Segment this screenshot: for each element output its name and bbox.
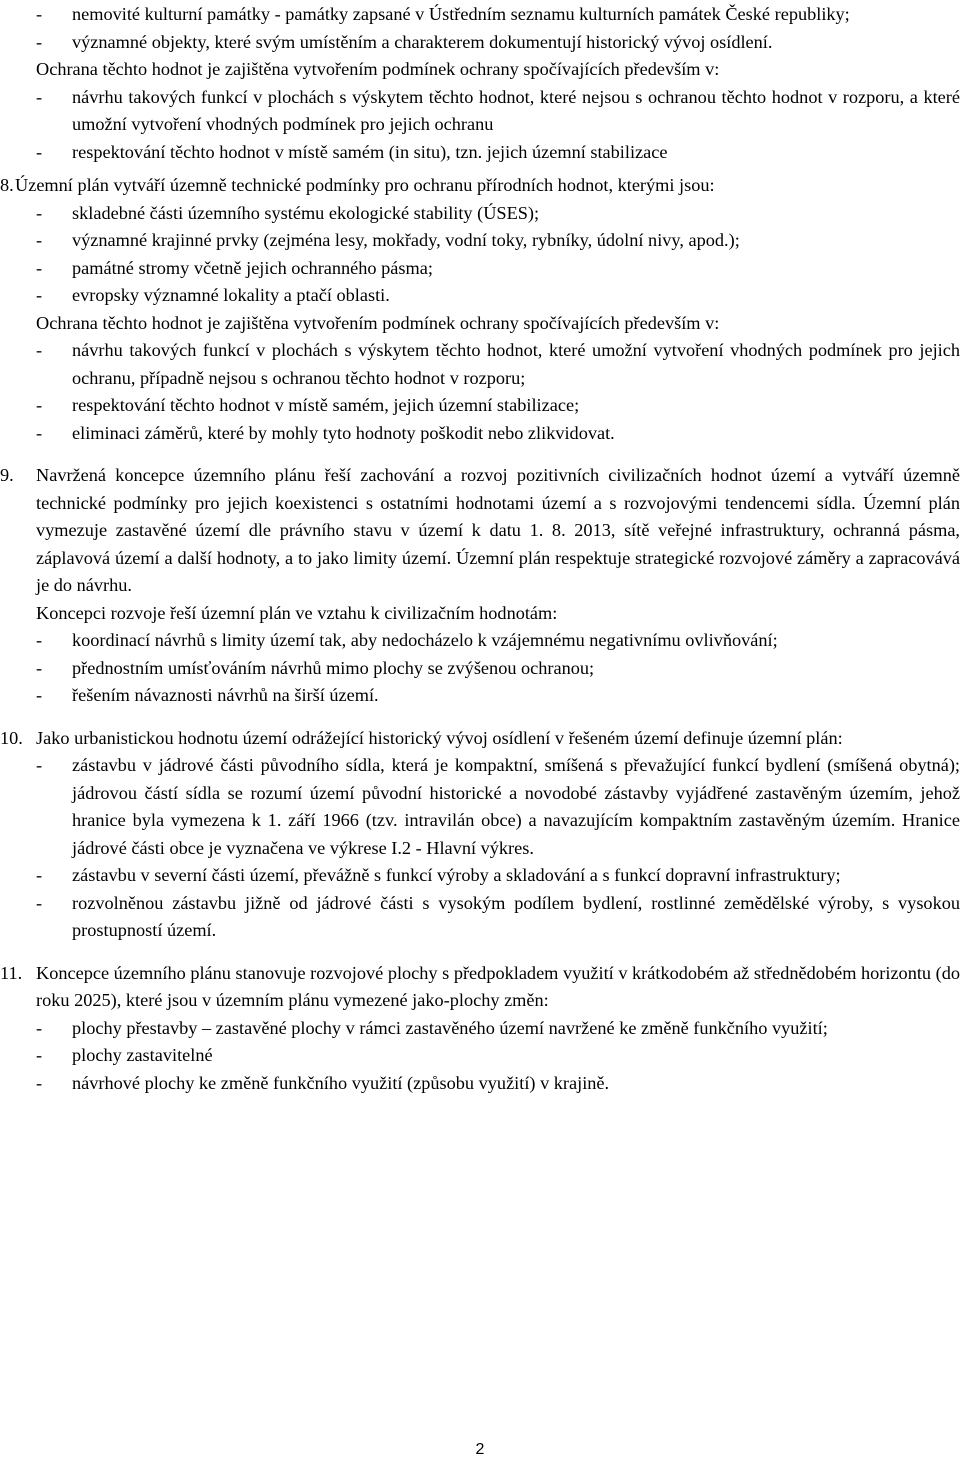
section-text: Územní plán vytváří územně technické podmínky pro ochranu přírodních hodnot, kterými jsou: (15, 175, 715, 195)
list-item: - koordinací návrhů s limity území tak, aby nedocházelo k vzájemnému negativnímu ovlivňování; (36, 627, 960, 655)
section-8 (0, 172, 960, 200)
section-number: 10. (0, 727, 23, 748)
list-item: - památné stromy včetně jejich ochranného pásma; (36, 255, 960, 283)
section-9 (0, 462, 960, 600)
section-number: 11. (0, 962, 23, 983)
paragraph: Koncepci rozvoje řeší územní plán ve vztahu k civilizačním hodnotám: (36, 602, 558, 623)
list-item: - respektování těchto hodnot v místě samém (in situ), tzn. jejich územní stabilizace (36, 139, 960, 167)
list-item: - řešením návaznosti návrhů na širší území. (36, 682, 960, 710)
list-item: - významné krajinné prvky (zejména lesy, mokřady, vodní toky, rybníky, údolní nivy, apod.); (36, 227, 960, 255)
section-text: Koncepce územního plánu stanovuje rozvojové plochy s předpokladem využití v krátkodobém až střednědobém horizontu (do roku 2025), které jsou v územním plánu vymezené jako-plochy změn: (36, 962, 960, 1010)
list-item: - plochy přestavby – zastavěné plochy v rámci zastavěného území navržené ke změně funkčního využití; (36, 1015, 960, 1043)
list-item: - respektování těchto hodnot v místě samém, jejich územní stabilizace; (36, 392, 960, 420)
page-number: 2 (475, 1441, 485, 1458)
list-item: - evropsky významné lokality a ptačí oblasti. (36, 282, 960, 310)
list-item: - návrhové plochy ke změně funkčního využití (způsobu využití) v krajině. (36, 1070, 960, 1098)
list-item: - plochy zastavitelné (36, 1042, 960, 1070)
section-11 (0, 960, 960, 1015)
section-text: Jako urbanistickou hodnotu území odrážející historický vývoj osídlení v řešeném území definuje územní plán: (36, 727, 843, 748)
list-item: - zástavbu v jádrové části původního sídla, která je kompaktní, smíšená s převažující funkcí bydlení (smíšená obytná); jádrovou částí sídla se rozumí území původní historické a novodobé zástavby vyjádřené zastavěným územím, jehož hranice byla vymezena k 1. září 1966 (tzv. intravilán obce) a navazujícím kompaktním zastavěným územím. Hranice jádrové části obce je vyznačena ve výkrese I.2 - Hlavní výkres. (36, 752, 960, 862)
list-item: - přednostním umísťováním návrhů mimo plochy se zvýšenou ochranou; (36, 655, 960, 683)
list-item: - významné objekty, které svým umístěním a charakterem dokumentují historický vývoj osídlení. (36, 29, 960, 57)
top-list (36, 1, 960, 56)
list-item: - návrhu takových funkcí v plochách s výskytem těchto hodnot, které umožní vytvoření vhodných podmínek pro jejich ochranu, případně nejsou s ochranou těchto hodnot v rozporu; (36, 337, 960, 392)
section-number: 9. (0, 465, 14, 485)
section-text: Navržená koncepce územního plánu řeší zachování a rozvoj pozitivních civilizačních hodnot území a vytváří územně technické podmínky pro jejich koexistenci s ostatními hodnotami území a s rozvojovými tendencemi sídla. Územní plán vymezuje zastavěné území dle právního stavu v území k datu 1. 8. 2013, sítě veřejné infrastruktury, ochranná pásma, záplavová území a další hodnoty, a to jako limity území. Územní plán respektuje strategické rozvojové záměry a zapracovává je do návrhu. (36, 465, 960, 595)
paragraph: Ochrana těchto hodnot je zajištěna vytvořením podmínek ochrany spočívajících především v: (36, 59, 720, 79)
section-10 (0, 725, 960, 753)
list-item: - návrhu takových funkcí v plochách s výskytem těchto hodnot, které nejsou s ochranou těchto hodnot v rozporu, a které umožní vytvoření vhodných podmínek pro jejich ochranu (36, 84, 960, 139)
list-item: - zástavbu v severní části území, převážně s funkcí výroby a skladování a s funkcí dopravní infrastruktury; (36, 862, 960, 890)
section-number: 8. (0, 175, 14, 195)
list-item: - rozvolněnou zástavbu jižně od jádrové části s vysokým podílem bydlení, rostlinné zemědělské výroby, s vysokou prostupností území. (36, 890, 960, 945)
paragraph: Ochrana těchto hodnot je zajištěna vytvořením podmínek ochrany spočívajících především v: (36, 312, 720, 333)
list-item: - eliminaci záměrů, které by mohly tyto hodnoty poškodit nebo zlikvidovat. (36, 420, 960, 448)
list-item: - nemovité kulturní památky - památky zapsané v Ústředním seznamu kulturních památek České republiky; (36, 1, 960, 29)
list-item: - skladebné části územního systému ekologické stability (ÚSES); (36, 200, 960, 228)
